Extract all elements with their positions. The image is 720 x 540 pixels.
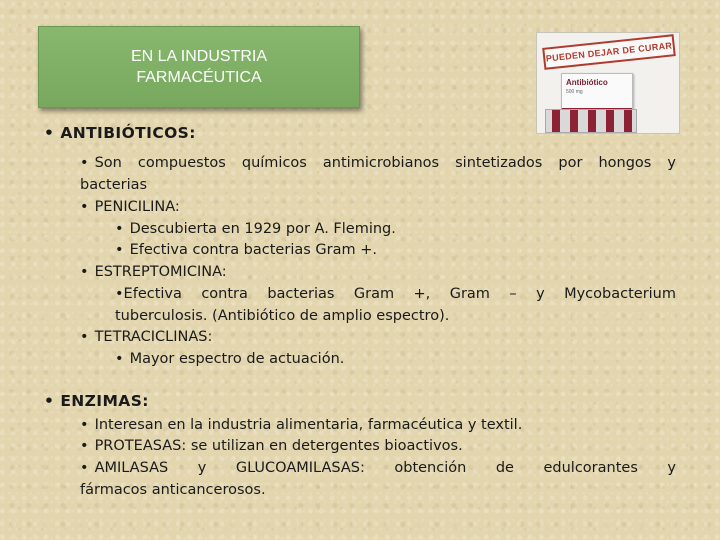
estreptomicina-item-1b: tuberculosis. (Antibiótico de amplio espectro). <box>115 308 450 324</box>
section-enzimas-heading: • ENZIMAS: <box>44 392 149 410</box>
antibioticos-intro-line1: • Son compuestos químicos antimicrobianos sintetizados por hongos y <box>80 155 676 171</box>
bullet: • <box>80 438 89 454</box>
bullet: • <box>44 392 55 410</box>
bullet: • <box>80 264 89 280</box>
section-antibioticos-heading: • ANTIBIÓTICOS: <box>44 124 196 142</box>
antibioticos-intro-line2: bacterias <box>80 177 148 193</box>
bullet: • <box>80 329 89 345</box>
warning-stamp: PUEDEN DEJAR DE CURAR <box>542 34 676 70</box>
bullet: • <box>80 199 89 215</box>
enzimas-item-2: • PROTEASAS: se utilizan en detergentes bioactivos. <box>80 438 463 454</box>
estreptomicina-heading: • ESTREPTOMICINA: <box>80 264 227 280</box>
title-line-1: EN LA INDUSTRIA <box>130 48 268 65</box>
medicine-box-dose: 500 mg <box>566 89 583 95</box>
bullet: • <box>115 351 124 367</box>
bullet: • <box>115 221 124 237</box>
estreptomicina-item-1a: •Efectiva contra bacterias Gram +, Gram – y Mycobacterium <box>115 286 676 302</box>
title-line-2: FARMACÉUTICA <box>136 69 262 86</box>
bullet: • <box>80 155 89 171</box>
bullet: • <box>80 417 89 433</box>
penicilina-item-1: • Descubierta en 1929 por A. Fleming. <box>115 221 396 237</box>
tetraciclinas-heading: • TETRACICLINAS: <box>80 329 213 345</box>
penicilina-heading: • PENICILINA: <box>80 199 180 215</box>
tetraciclinas-item-1: • Mayor espectro de actuación. <box>115 351 345 367</box>
bullet: • <box>44 124 55 142</box>
enzimas-item-3b: fármacos anticancerosos. <box>80 482 266 498</box>
enzimas-item-3a: • AMILASAS y GLUCOAMILASAS: obtención de edulcorantes y <box>80 460 676 476</box>
enzimas-item-1: • Interesan en la industria alimentaria, farmacéutica y textil. <box>80 417 523 433</box>
medicine-box-label: Antibiótico <box>566 78 608 87</box>
bullet: • <box>115 242 124 258</box>
penicilina-item-2: • Efectiva contra bacterias Gram +. <box>115 242 377 258</box>
bullet: • <box>80 460 89 476</box>
